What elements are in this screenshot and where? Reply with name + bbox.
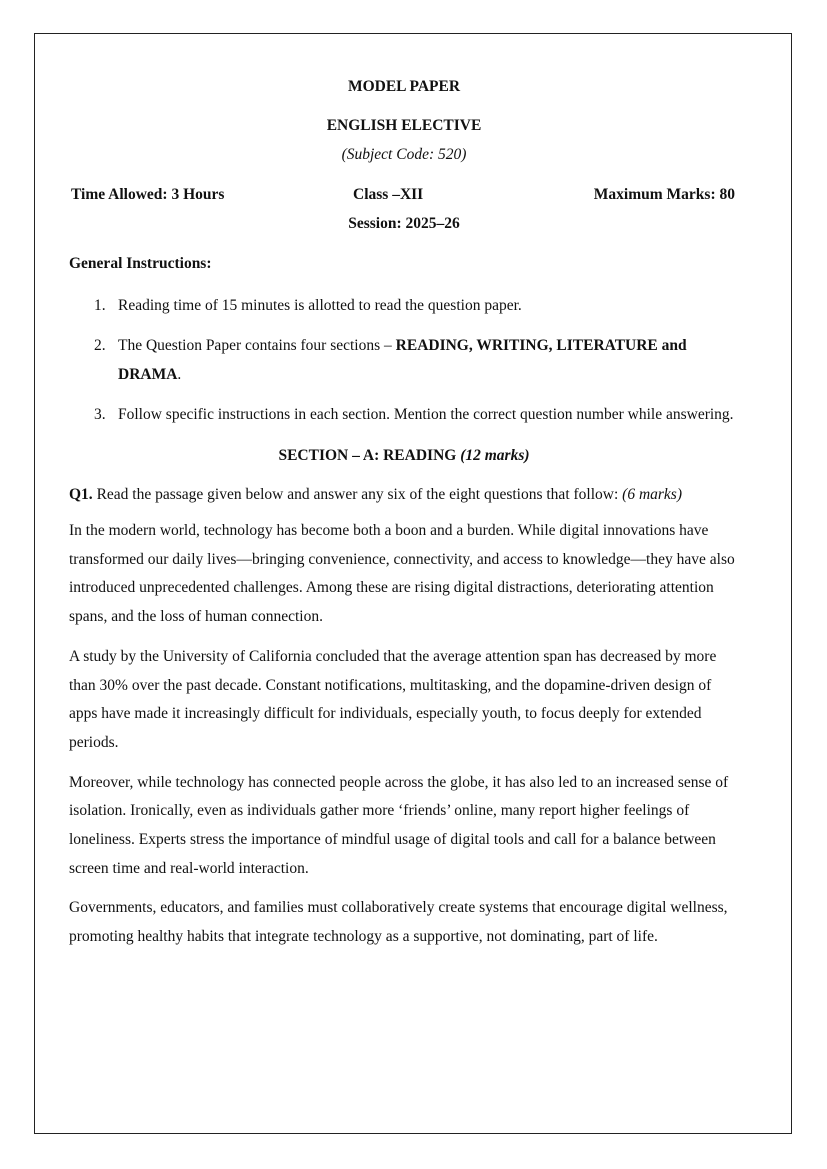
instruction-text: Reading time of 15 minutes is allotted to read the question paper. [118, 297, 522, 314]
exam-meta-row [69, 184, 739, 206]
instruction-text: Follow specific instructions in each section. Mention the correct question number while answering. [118, 406, 734, 423]
instruction-text-end: . [177, 366, 182, 383]
maximum-marks: Maximum Marks: 80 [593, 186, 735, 203]
time-allowed: Time Allowed: 3 Hours [71, 186, 225, 203]
question-text: Read the passage given below and answer any six of the eight questions that follow: [92, 486, 623, 503]
question-label: Q1. [69, 486, 93, 503]
question-1 [69, 484, 739, 506]
section-a-title: SECTION – A: READING [278, 447, 461, 464]
instruction-number: 3. [94, 406, 106, 423]
instruction-item [69, 400, 739, 429]
passage-paragraph: Moreover, while technology has connected people across the globe, it has also led to an increased sense of isolation. Ironically, even as individuals gather more ‘friends’ online, many report higher feelings of loneliness. Experts stress the importance of mindful usage of digital tools and call for a balance between screen time and real-world interaction. [69, 773, 729, 877]
instruction-number: 1. [94, 297, 106, 314]
section-a-heading [69, 445, 739, 467]
instruction-text: The Question Paper contains four sections – [118, 337, 396, 354]
general-instructions-heading: General Instructions: [69, 255, 212, 272]
instruction-sections-bold: READING, WRITING, LITERATURE and DRAMA [118, 337, 687, 383]
instruction-item [69, 331, 739, 389]
instruction-item [69, 291, 739, 320]
passage-paragraph: Governments, educators, and families must collaboratively create systems that encourage digital wellness, promoting healthy habits that integrate technology as a supportive, not dominating, part of life. [69, 899, 728, 946]
section-a-marks: (12 marks) [460, 447, 530, 464]
subject-title: ENGLISH ELECTIVE [326, 117, 482, 134]
subject-code: (Subject Code: 520) [341, 146, 467, 163]
paper-type-title: MODEL PAPER [347, 78, 461, 95]
instruction-number: 2. [94, 337, 106, 354]
passage-paragraph: A study by the University of California concluded that the average attention span has decreased by more than 30% over the past decade. Constant notifications, multitasking, and the dopamine-driven design of apps have made it increasingly difficult for individuals, especially youth, to focus deeply for extended periods. [69, 647, 717, 751]
document-body [69, 76, 739, 952]
question-marks: (6 marks) [622, 486, 682, 503]
instructions-list [69, 291, 739, 429]
session-label: Session: 2025–26 [348, 215, 460, 232]
class-label: Class –XII [353, 186, 424, 203]
passage-paragraph: In the modern world, technology has become both a boon and a burden. While digital innovations have transformed our daily lives—bringing convenience, connectivity, and access to knowledge—they have also introduced unprecedented challenges. Among these are rising digital distractions, deteriorating attention spans, and the loss of human connection. [69, 522, 735, 626]
